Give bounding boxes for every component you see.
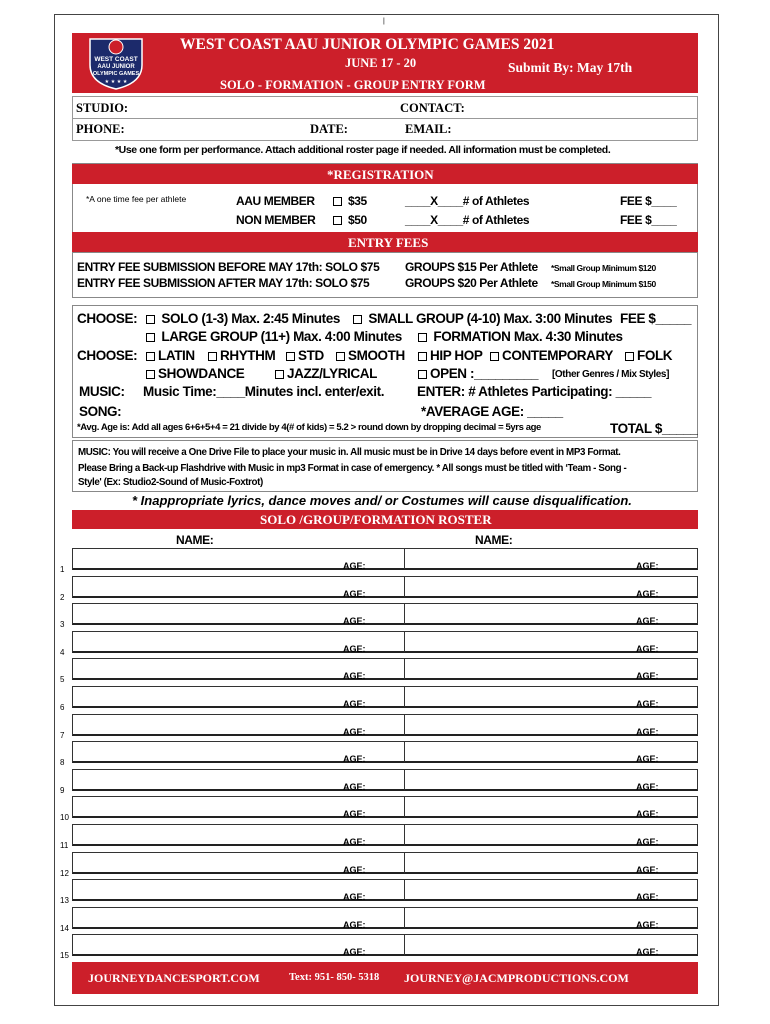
row-number: 1 — [60, 565, 65, 574]
member-label: AAU MEMBER — [236, 194, 315, 208]
age-label-left: AGE: — [343, 782, 366, 792]
row-number: 11 — [60, 841, 69, 850]
folk-checkbox[interactable] — [625, 352, 634, 361]
solo-checkbox[interactable] — [146, 315, 155, 324]
large-group-option[interactable]: LARGE GROUP (11+) Max. 4:00 Minutes — [146, 329, 402, 344]
row-number: 5 — [60, 675, 65, 684]
disqualification-warning: * Inappropriate lyrics, dance moves and/ or Costumes will cause disqualification. — [132, 493, 632, 508]
solo-option[interactable]: SOLO (1-3) Max. 2:45 Minutes — [146, 311, 340, 326]
age-label-left: AGE: — [343, 561, 366, 571]
member-calc[interactable]: ____X____# of Athletes — [405, 194, 530, 208]
age-label-left: AGE: — [343, 809, 366, 819]
total-field[interactable]: TOTAL $_____ — [610, 421, 698, 436]
age-label-right: AGE: — [636, 644, 659, 654]
entry-fees-block — [72, 252, 698, 298]
svg-text:★ ★ ★ ★: ★ ★ ★ ★ — [104, 79, 128, 85]
age-label-right: AGE: — [636, 699, 659, 709]
member-fee[interactable]: FEE $____ — [620, 194, 677, 208]
form-subtitle: SOLO - FORMATION - GROUP ENTRY FORM — [220, 78, 486, 92]
contact-divider — [72, 118, 698, 119]
average-age-field[interactable]: *AVERAGE AGE: _____ — [421, 404, 563, 419]
music-time-field[interactable]: Music Time:____Minutes incl. enter/exit. — [143, 384, 385, 399]
jazz-option[interactable]: JAZZ/LYRICAL — [275, 366, 377, 381]
latin-option[interactable]: LATIN — [146, 348, 195, 363]
song-label[interactable]: SONG: — [79, 404, 122, 419]
age-label-right: AGE: — [636, 947, 659, 957]
age-label-left: AGE: — [343, 865, 366, 875]
smooth-option[interactable]: SMOOTH — [336, 348, 405, 363]
studio-field[interactable]: STUDIO: — [76, 101, 129, 115]
open-option[interactable]: OPEN :_________ — [418, 366, 538, 381]
fee-before: ENTRY FEE SUBMISSION BEFORE MAY 17th: SOLO $75 — [77, 260, 380, 274]
row-number: 13 — [60, 896, 69, 905]
row-number: 4 — [60, 648, 65, 657]
row-number: 9 — [60, 786, 65, 795]
large-group-checkbox[interactable] — [146, 333, 155, 342]
svg-text:OLYMPIC GAMES: OLYMPIC GAMES — [92, 71, 140, 77]
music-note-line-1: MUSIC: You will receive a One Drive File to place your music in. All music must be in Drive 14 days before event in MP3 Format. — [78, 447, 621, 458]
row-number: 15 — [60, 951, 69, 960]
groups-before: GROUPS $15 Per Athlete — [405, 260, 538, 274]
email-field[interactable]: EMAIL: — [405, 122, 452, 136]
footer-text-number: Text: 951- 850- 5318 — [289, 972, 380, 983]
age-label-right: AGE: — [636, 837, 659, 847]
age-label-right: AGE: — [636, 671, 659, 681]
age-label-left: AGE: — [343, 671, 366, 681]
formation-checkbox[interactable] — [418, 333, 427, 342]
age-label-left: AGE: — [343, 727, 366, 737]
choose-fee[interactable]: FEE $_____ — [620, 311, 692, 326]
showdance-option[interactable]: SHOWDANCE — [146, 366, 244, 381]
roster-name-header-right: NAME: — [475, 533, 513, 547]
phone-field[interactable]: PHONE: — [76, 122, 125, 136]
entry-fees-title: ENTRY FEES — [348, 235, 429, 250]
open-checkbox[interactable] — [418, 370, 427, 379]
non-member-checkbox[interactable] — [333, 216, 342, 225]
smooth-checkbox[interactable] — [336, 352, 345, 361]
row-number: 8 — [60, 758, 65, 767]
jazz-checkbox[interactable] — [275, 370, 284, 379]
music-note-line-3: Style' (Ex: Studio2-Sound of Music-Foxtrot) — [78, 477, 263, 488]
std-checkbox[interactable] — [286, 352, 295, 361]
non-member-fee[interactable]: FEE $____ — [620, 213, 677, 227]
age-label-right: AGE: — [636, 865, 659, 875]
row-number: 6 — [60, 703, 65, 712]
contact-field[interactable]: CONTACT: — [400, 101, 465, 115]
athletes-count-field[interactable]: ENTER: # Athletes Participating: _____ — [417, 384, 652, 399]
event-dates: JUNE 17 - 20 — [345, 56, 417, 70]
row-number: 14 — [60, 924, 69, 933]
age-label-right: AGE: — [636, 754, 659, 764]
footer-website[interactable]: JOURNEYDANCESPORT.COM — [88, 971, 260, 985]
age-label-left: AGE: — [343, 699, 366, 709]
age-label-right: AGE: — [636, 561, 659, 571]
event-title: WEST COAST AAU JUNIOR OLYMPIC GAMES 2021 — [180, 36, 555, 53]
hiphop-checkbox[interactable] — [418, 352, 427, 361]
age-label-left: AGE: — [343, 892, 366, 902]
fee-after: ENTRY FEE SUBMISSION AFTER MAY 17th: SOLO $75 — [77, 276, 370, 290]
event-logo — [86, 35, 146, 90]
non-member-label: NON MEMBER — [236, 213, 316, 227]
rhythm-option[interactable]: RHYTHM — [208, 348, 275, 363]
showdance-checkbox[interactable] — [146, 370, 155, 379]
music-note-line-2: Please Bring a Back-up Flashdrive with Music in mp3 Format in case of emergency. * All songs must be titled with ‘Team - Song - — [78, 463, 627, 474]
member-option[interactable]: $35 — [333, 194, 367, 208]
page-mark: | — [383, 18, 385, 25]
small-group-option[interactable]: SMALL GROUP (4-10) Max. 3:00 Minutes — [353, 311, 612, 326]
submit-by: Submit By: May 17th — [508, 60, 633, 75]
choose-label-2: CHOOSE: — [77, 348, 138, 363]
row-number: 12 — [60, 869, 69, 878]
instruction-text: *Use one form per performance. Attach additional roster page if needed. All information must be completed. — [115, 144, 611, 156]
folk-option[interactable]: FOLK — [625, 348, 672, 363]
age-label-right: AGE: — [636, 727, 659, 737]
member-checkbox[interactable] — [333, 197, 342, 206]
age-label-right: AGE: — [636, 616, 659, 626]
non-member-option[interactable]: $50 — [333, 213, 367, 227]
groups-after: GROUPS $20 Per Athlete — [405, 276, 538, 290]
row-number: 3 — [60, 620, 65, 629]
date-field[interactable]: DATE: — [310, 122, 348, 136]
contemporary-option[interactable]: CONTEMPORARY — [490, 348, 613, 363]
rhythm-checkbox[interactable] — [208, 352, 217, 361]
min-after: *Small Group Minimum $150 — [551, 279, 656, 289]
formation-option[interactable]: FORMATION Max. 4:30 Minutes — [418, 329, 623, 344]
roster-title: SOLO /GROUP/FORMATION ROSTER — [260, 512, 492, 527]
choose-label-1: CHOOSE: — [77, 311, 138, 326]
average-age-note: *Avg. Age is: Add all ages 6+6+5+4 = 21 divide by 4(# of kids) = 5.2 > round down by dropping decimal = 5yrs age — [77, 422, 541, 433]
contemporary-checkbox[interactable] — [490, 352, 499, 361]
svg-text:AAU JUNIOR: AAU JUNIOR — [97, 64, 135, 70]
svg-text:WEST COAST: WEST COAST — [94, 56, 138, 63]
age-label-left: AGE: — [343, 644, 366, 654]
small-group-checkbox[interactable] — [353, 315, 362, 324]
age-label-right: AGE: — [636, 809, 659, 819]
age-label-right: AGE: — [636, 892, 659, 902]
age-label-right: AGE: — [636, 589, 659, 599]
row-number: 2 — [60, 593, 65, 602]
age-label-left: AGE: — [343, 754, 366, 764]
min-before: *Small Group Minimum $120 — [551, 263, 656, 273]
latin-checkbox[interactable] — [146, 352, 155, 361]
non-member-calc[interactable]: ____X____# of Athletes — [405, 213, 530, 227]
roster-name-header-left: NAME: — [176, 533, 214, 547]
hiphop-option[interactable]: HIP HOP — [418, 348, 482, 363]
music-label: MUSIC: — [79, 384, 125, 399]
age-label-left: AGE: — [343, 589, 366, 599]
row-number: 7 — [60, 731, 65, 740]
age-label-left: AGE: — [343, 837, 366, 847]
registration-note: *A one time fee per athlete — [86, 194, 187, 204]
std-option[interactable]: STD — [286, 348, 324, 363]
other-genres: [Other Genres / Mix Styles] — [552, 369, 670, 380]
registration-title: *REGISTRATION — [327, 167, 434, 182]
age-label-right: AGE: — [636, 920, 659, 930]
row-number: 10 — [60, 813, 69, 822]
age-label-left: AGE: — [343, 616, 366, 626]
age-label-left: AGE: — [343, 947, 366, 957]
age-label-right: AGE: — [636, 782, 659, 792]
footer-email[interactable]: JOURNEY@JACMPRODUCTIONS.COM — [404, 971, 629, 985]
age-label-left: AGE: — [343, 920, 366, 930]
